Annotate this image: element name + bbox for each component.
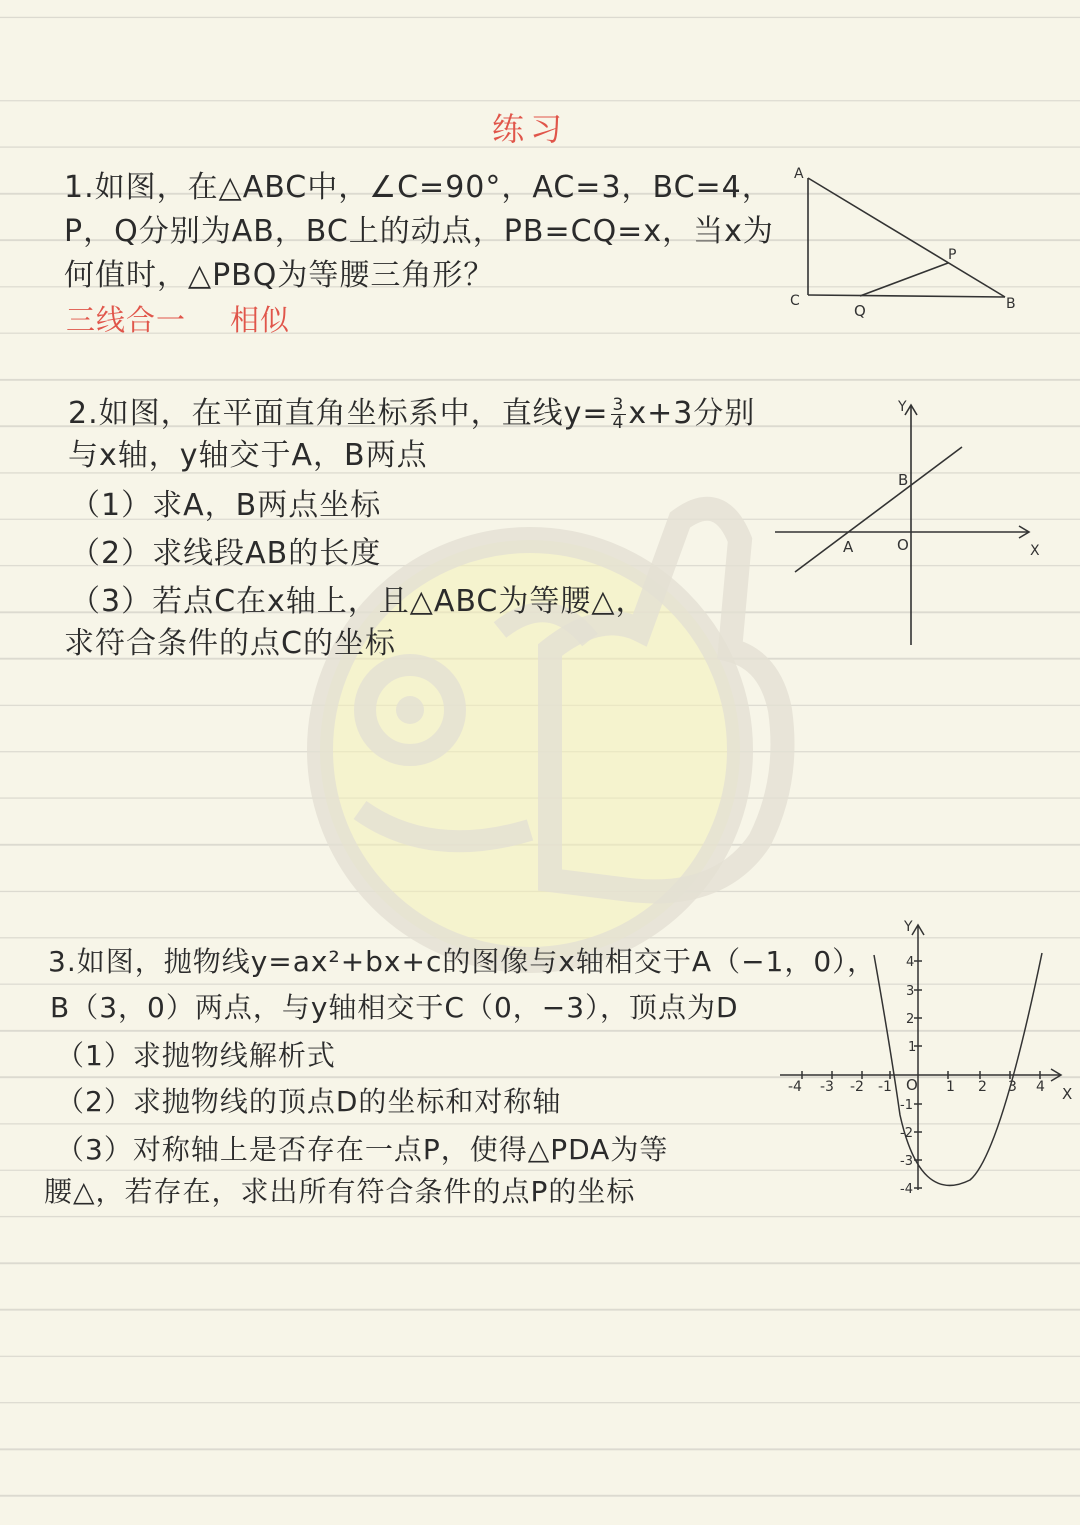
q3-x-tick-label: 1	[946, 1079, 955, 1095]
q3-y-tick-label: 2	[906, 1012, 915, 1027]
q2-fraction	[611, 397, 627, 432]
q3-y-tick-label: 4	[906, 955, 915, 970]
q2-fraction-numerator: 3	[612, 395, 625, 415]
q3-label-y: Y	[904, 919, 913, 935]
q2-part-2: （2）求线段AB的长度	[70, 536, 382, 571]
q3-y-tick-label: -3	[900, 1154, 913, 1169]
q1-label-a: A	[794, 166, 804, 182]
page-title: 练习	[492, 110, 569, 148]
q3-y-tick-label: 3	[906, 984, 915, 999]
q1-line-2: P，Q分别为AB，BC上的动点，PB=CQ=x，当x为	[64, 214, 774, 249]
q2-line-1	[68, 388, 755, 432]
q3-y-tick-label: -1	[900, 1098, 913, 1113]
q3-x-tick-label: 4	[1036, 1079, 1045, 1095]
q1-line-3: 何值时，△PBQ为等腰三角形？	[64, 258, 495, 293]
q1-label-b: B	[1006, 296, 1016, 312]
q2-axes-figure	[770, 395, 1050, 655]
q3-x-tick-label: 2	[978, 1079, 987, 1095]
q3-x-tick-label: -1	[878, 1079, 892, 1095]
q3-y-tick-label: -4	[900, 1182, 913, 1197]
q2-part-3-cont: 求符合条件的点C的坐标	[64, 626, 396, 661]
q2-part-1: （1）求A，B两点坐标	[70, 488, 382, 523]
q1-hint-similar: 相似	[230, 303, 291, 337]
q2-fraction-denominator: 4	[612, 413, 625, 433]
q1-line-1: 1.如图，在△ABC中，∠C=90°，AC=3，BC=4，	[64, 170, 773, 205]
q3-label-x: X	[1062, 1085, 1073, 1103]
q3-y-tick-label: 1	[908, 1040, 917, 1055]
q3-x-tick-label: -3	[820, 1079, 834, 1095]
q2-label-b: B	[898, 471, 909, 489]
q2-label-x: X	[1030, 543, 1040, 559]
q2-line-1-pre: 2.如图，在平面直角坐标系中，直线y=	[68, 396, 609, 431]
q1-triangle-figure	[780, 160, 1030, 320]
q3-line-1: 3.如图，抛物线y=ax²+bx+c的图像与x轴相交于A（−1，0），	[48, 945, 877, 978]
q1-label-p: P	[948, 247, 957, 263]
q2-label-y: Y	[898, 399, 907, 415]
q3-x-tick-label: -4	[788, 1079, 802, 1095]
q3-part-1: （1）求抛物线解析式	[56, 1039, 336, 1072]
q3-part-3: （3）对称轴上是否存在一点P，使得△PDA为等	[56, 1133, 669, 1166]
q3-part-2: （2）求抛物线的顶点D的坐标和对称轴	[56, 1085, 562, 1118]
q3-part-3-cont: 腰△，若存在，求出所有符合条件的点P的坐标	[44, 1175, 636, 1208]
q3-label-o: O	[906, 1076, 918, 1094]
q1-hint-median: 三线合一	[66, 303, 187, 337]
q3-x-tick-label: 3	[1008, 1079, 1017, 1095]
q3-line-2: B（3，0）两点，与y轴相交于C（0，−3），顶点为D	[50, 991, 739, 1024]
q2-line-2: 与x轴，y轴交于A，B两点	[68, 438, 428, 473]
q3-x-tick-label: -2	[850, 1079, 864, 1095]
q1-label-q: Q	[854, 302, 866, 320]
q3-parabola-figure	[770, 915, 1073, 1205]
q2-label-a: A	[843, 538, 854, 556]
q2-line-1-post: x+3分别	[628, 396, 756, 431]
q3-y-tick-label: -2	[900, 1126, 913, 1141]
q2-label-o: O	[897, 536, 909, 554]
q1-label-c: C	[790, 293, 800, 309]
q2-part-3: （3）若点C在x轴上，且△ABC为等腰△，	[70, 584, 647, 619]
